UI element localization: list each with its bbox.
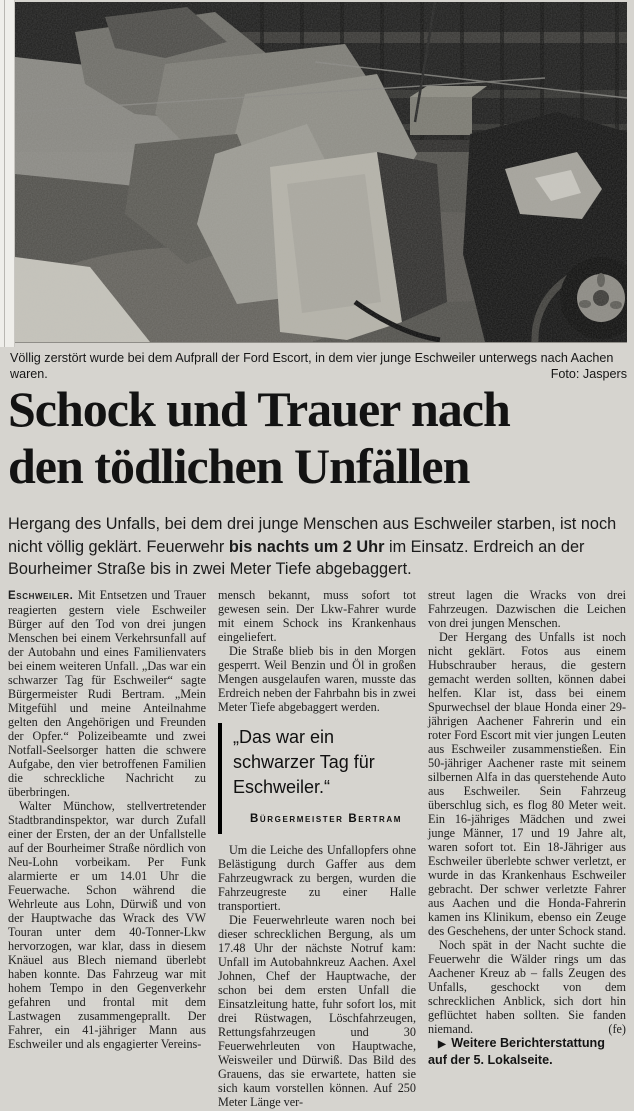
dateline: Eschweiler. bbox=[8, 590, 74, 602]
headline bbox=[8, 381, 628, 495]
column-1 bbox=[8, 588, 206, 1111]
paragraph-text: Mit Entsetzen und Trauer reagierten gestern viele Eschweiler Bürger auf den Tod von drei jungen Menschen bei einem Verkehrsunfall auf der Autobahn und eines Familienvaters bei einem weiteren Unfall. „Das war ein schwarzer Tag für Eschweiler“ sagte Bürgermeister Rudi Bertram. „Mein Mitgefühl und meine Anteilnahme gelten den Angehörigen und Freunden der Opfer.“ Polizeibeamte und zwei Notfall-Seelsorger hatten die schwere Aufgabe, den vier betroffenen Familien die schreckliche Nachricht zu überbringen. bbox=[8, 588, 206, 799]
paragraph: mensch bekannt, muss sofort tot gewesen sein. Der Lkw-Fahrer wurde mit einem Schock ins Krankenhaus eingeliefert. bbox=[218, 588, 416, 644]
standfirst-text: Hergang des Unfalls, bei dem drei junge Menschen aus Eschweiler starben, ist noch nicht völlig geklärt. Feuerwehr bbox=[8, 515, 617, 556]
crash-photo-illustration bbox=[15, 2, 627, 342]
column-2 bbox=[218, 588, 416, 1111]
film-grain bbox=[15, 2, 627, 342]
pull-quote-attribution: Bürgermeister Bertram bbox=[250, 813, 403, 825]
paragraph: Die Straße blieb bis in den Morgen gesperrt. Weil Benzin und Öl in großen Mengen ausgelaufen waren, musste das Erdreich neben der Fahrbahn bis in zwei Meter Tiefe abgebaggert werden. bbox=[218, 644, 416, 714]
article-photo bbox=[15, 2, 627, 343]
paragraph: streut lagen die Wracks von drei Fahrzeugen. Dazwischen die Leichen von drei jungen Menschen. bbox=[428, 588, 626, 630]
see-also-text: Weitere Berichterstattung auf der 5. Lokalseite. bbox=[428, 1036, 605, 1067]
standfirst-bold: bis nachts um 2 Uhr bbox=[228, 537, 385, 556]
photo-credit: Foto: Jaspers bbox=[550, 366, 627, 381]
standfirst-text-end: im Einsatz. Erdreich an der Bourheimer Straße bis in zwei Meter Tiefe abgebaggert. bbox=[8, 537, 585, 578]
article-body bbox=[8, 588, 626, 1111]
caption-text: Völlig zerstört wurde bei dem Aufprall der Ford Escort, in dem vier junge Eschweiler unterwegs nach Aachen waren. bbox=[10, 351, 614, 381]
paragraph bbox=[8, 588, 206, 799]
paragraph: Der Hergang des Unfalls ist noch nicht geklärt. Fotos aus einem Hubschrauber heraus, die gestern gemacht werden sollten, können dabei helfen. Klar ist, dass bei einem Spurwechsel der blaue Honda einer 29-jährigen Aachener Fahrerin und ein roter Ford Escort mit vier jungen Leuten aus Eschweiler zusammenstießen. Ein 50-jähriger Aachener raste mit seinem silbernen Alfa in das querstehende Auto aus Eschweiler. Sein Fahrzeug überschlug sich, es flog 80 Meter weit. Ein 16-jähriges Mädchen und zwei junge Männer, 17 und 19 Jahre alt, waren sofort tot. Ein 18-Jähriger aus Eschweiler überlebte schwer verletzt, er wurde in das Krankenhaus Eschweiler gebracht. Der schwer verletzte Fahrer aus Aachen und die Honda-Fahrerin kamen ins Klinikum, ebenso ein Zeuge des Geschehens, der unter Schock stand. bbox=[428, 630, 626, 938]
paragraph: Die Feuerwehrleute waren noch bei dieser schrecklichen Bergung, als um 17.48 Uhr der nächste Notruf kam: Unfall im Autobahnkreuz Aachen. Axel Johnen, Chef der Hauptwache, der schon bei dem ersten Unfall die Einsatzleitung hatte, fuhr sofort los, mit drei Rüstwagen, Löschfahrzeugen, Rettungsfahrzeugen und 30 Feuerwehrleuten von Hauptwache, Weisweiler und Dürwiß. Das Bild des Grauens, das sie erwartete, hatten sie sich kaum vorstellen können. Auf 250 Meter Länge ver- bbox=[218, 913, 416, 1109]
paragraph bbox=[428, 938, 626, 1036]
paragraph-text: Noch spät in der Nacht suchte die Feuerwehr die Wälder rings um das Aachener Kreuz ab – falls Zeugen des Unfalls, geschockt von dem schrecklichen Anblick, sich dort hin geflüchtet haben sollten. Sie fanden niemand. bbox=[428, 938, 626, 1036]
pull-quote-text: „Das war ein schwarzer Tag für Eschweiler.“ bbox=[233, 727, 375, 797]
photo-caption bbox=[10, 351, 627, 382]
headline-line-2: den tödlichen Unfällen bbox=[8, 438, 470, 494]
scan-margin bbox=[0, 0, 15, 347]
paragraph: Walter Münchow, stellvertretender Stadtbrandinspektor, war durch Zufall einer der Ersten, der an der Unfallstelle auf der Bourheimer Straße nördlich von Neu-Lohn vorbeikam. Per Funk alarmierte er um 14.01 Uhr die Feuerwache. Schon während die Wehrleute aus Lohn, Dürwiß und von der Hauptwache das Wrack des VW Touran unter dem 40-Tonner-Lkw hervorzogen, war klar, dass in diesem Knäuel aus Blech niemand überlebt haben konnte. Das Fahrzeug war mit hohem Tempo in den Gegenverkehr gefahren und frontal mit dem Lastwagen zusammengeprallt. Der Fahrer, ein 41-jähriger Mann aus Eschweiler und als engagierter Vereins- bbox=[8, 799, 206, 1051]
standfirst bbox=[8, 513, 624, 581]
paragraph: Um die Leiche des Unfallopfers ohne Belästigung durch Gaffer aus dem Fahrzeugwrack zu bergen, wurden die Fahrzeugreste zu einer Halle transportiert. bbox=[218, 843, 416, 913]
headline-line-1: Schock und Trauer nach bbox=[8, 381, 510, 437]
arrow-right-icon: ▶ bbox=[438, 1039, 448, 1050]
see-also-note bbox=[428, 1036, 626, 1068]
column-3 bbox=[428, 588, 626, 1111]
pull-quote bbox=[218, 723, 416, 834]
author-sign-off: (fe) bbox=[608, 1022, 626, 1036]
